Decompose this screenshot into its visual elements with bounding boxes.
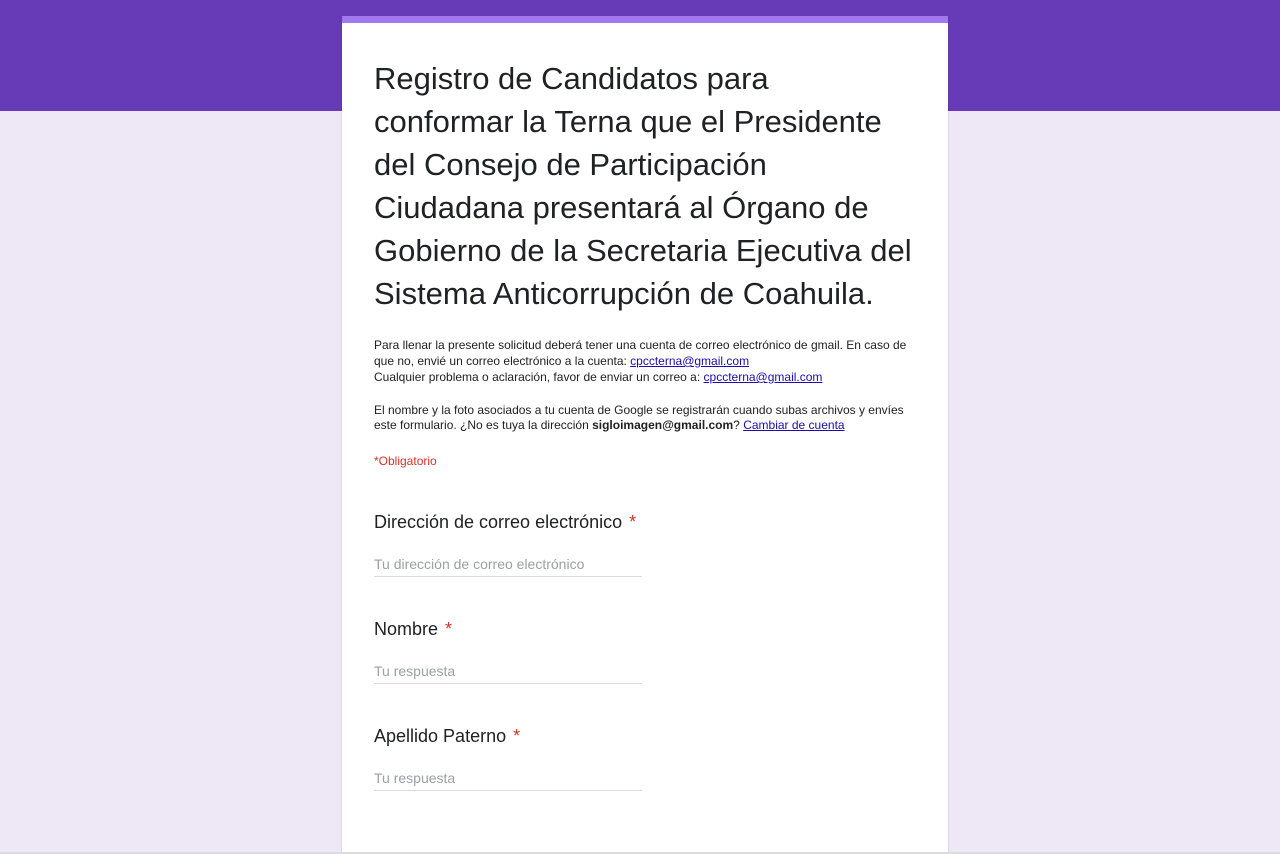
- question-label: Nombre: [374, 619, 439, 639]
- form-title: Registro de Candidatos para conformar la Terna que el Presidente del Consejo de Participación Ciudadana presentará al Órgano de Gobierno de la Secretaria Ejecutiva del Sistema Anticorrupción de Coahuila.: [374, 61, 912, 311]
- required-star: *: [629, 512, 637, 532]
- form-card-content: [342, 23, 948, 791]
- account-note-text-after: ?: [733, 418, 744, 432]
- question-apellido-paterno: [374, 724, 916, 791]
- apellido-paterno-input[interactable]: [374, 770, 642, 791]
- required-star: *: [513, 726, 521, 746]
- nombre-input[interactable]: [374, 663, 642, 684]
- email-input[interactable]: [374, 556, 642, 577]
- contact-email-link[interactable]: cpccterna@gmail.com: [630, 354, 750, 368]
- account-note: [374, 403, 916, 433]
- account-email: sigloimagen@gmail.com: [592, 418, 734, 432]
- question-title: [374, 724, 916, 748]
- description-line-2: [374, 369, 916, 385]
- required-note: *Obligatorio: [374, 454, 437, 468]
- required-star: *: [445, 619, 453, 639]
- form-description: [374, 337, 916, 385]
- description-text-1: Para llenar la presente solicitud deberá tener una cuenta de correo electrónico de gmail. En caso de que no, envié un correo electrónico a la cuenta:: [374, 338, 907, 368]
- form-card: [342, 16, 948, 854]
- description-line-1: [374, 337, 916, 369]
- description-text-2: Cualquier problema o aclaración, favor de enviar un correo a:: [374, 370, 704, 384]
- question-label: Apellido Paterno: [374, 726, 507, 746]
- switch-account-link[interactable]: Cambiar de cuenta: [743, 418, 845, 432]
- question-nombre: [374, 617, 916, 684]
- question-title: [374, 617, 916, 641]
- account-note-text: El nombre y la foto asociados a tu cuenta de Google se registrarán cuando subas archivos y envíes este formulario. ¿No es tuya la dirección: [374, 403, 904, 432]
- question-title: [374, 510, 916, 534]
- question-label: Dirección de correo electrónico: [374, 512, 623, 532]
- support-email-link[interactable]: cpccterna@gmail.com: [703, 370, 823, 384]
- question-email: [374, 510, 916, 577]
